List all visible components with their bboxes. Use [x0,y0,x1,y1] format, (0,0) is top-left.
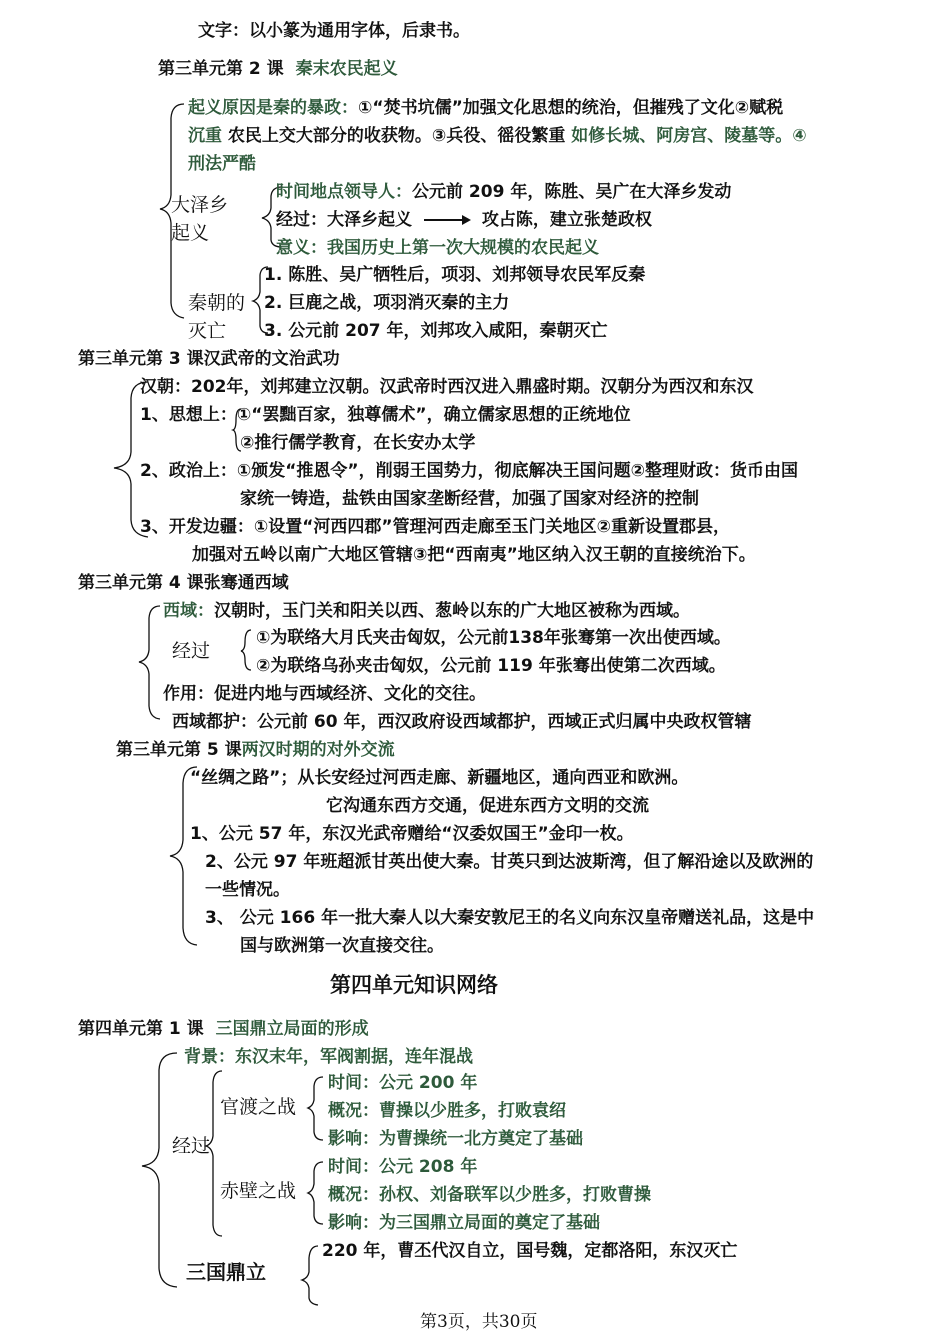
silk-road-1: “丝绸之路”；从长安经过河西走廊、新疆地区，通向西亚和欧洲。 [190,768,689,788]
bracket-u4-main [142,1053,177,1287]
bracket-chibi [308,1162,323,1224]
three-kingdoms-background: 背景：东汉末年，军阀割据，连年混战 [184,1047,473,1067]
xiyu-value: 汉朝时，玉门关和阳关以西、葱岭以东的广大地区被称为西域。 [214,601,690,621]
qin-fall-label-2: 灭亡 [188,320,227,342]
exchange-item-2a: 2、公元 97 年班超派甘英出使大秦。甘英只到达波斯湾，但了解沿途以及欧洲的 [205,852,814,872]
dazexiang-label-1: 大泽乡 [171,194,229,216]
page-number: 第3页，共30页 [420,1312,538,1332]
chibi-impact: 影响：为三国鼎立局面的奠定了基础 [328,1213,600,1233]
unit-4-lesson-title: 三国鼎立局面的形成 [215,1019,369,1039]
bracket-dingli [302,1246,318,1305]
xiyu-label: 西域： [163,601,214,621]
border-line-2: 加强对五岭以南广大地区管辖③把“西南夷”地区纳入汉王朝的直接统治下。 [192,545,756,565]
bracket-guandu [308,1077,323,1140]
trip-1: ①为联络大月氏夹击匈奴，公元前138年张骞第一次出使西域。 [256,628,731,648]
cause-tax: 沉重 [188,126,222,146]
unit-4-jingguo-label: 经过 [172,1135,211,1157]
xiyu-effect: 作用：促进内地与西域经济、文化的交往。 [163,684,486,704]
exchange-item-1: 1、公元 57 年，东汉光武帝赠给“汉委奴国王”金印一枚。 [190,824,634,844]
time-value: 公元前 209 年，陈胜、吴广在大泽乡发动 [412,182,732,202]
time-label: 时间地点领导人： [276,182,412,202]
qin-fall-item-2: 2. 巨鹿之战，项羽消灭秦的主力 [264,293,510,313]
chibi-label: 赤壁之战 [220,1180,297,1202]
lesson-5-number: 第三单元第 5 课 [116,740,242,760]
cause-labor-text: 如修长城、阿房宫、陵墓等。④ [571,126,807,146]
cause-tax-text: 农民上交大部分的收获物。③兵役、徭役繁重 [227,126,566,146]
bracket-u3-5 [170,767,197,945]
chibi-time: 时间：公元 208 年 [328,1157,478,1177]
dazexiang-time [276,181,731,203]
exchange-item-3b: 国与欧洲第一次直接交往。 [240,936,444,956]
guandu-summary: 概况：曹操以少胜多，打败袁绍 [328,1101,566,1121]
qin-fall-item-1: 1. 陈胜、吴广牺牲后，项羽、刘邦领导农民军反秦 [264,265,646,285]
script-line: 文字：以小篆为通用字体，后隶书。 [198,21,470,41]
lesson-heading [158,58,398,80]
course-value: 攻占陈，建立张楚政权 [481,210,652,230]
dazexiang-course [276,209,652,231]
guandu-impact: 影响：为曹操统一北方奠定了基础 [328,1129,583,1149]
lesson-4-heading: 第三单元第 4 课张骞通西域 [78,573,289,593]
cause-line-2 [188,125,807,147]
thought-item-2: ②推行儒学教育，在长安办太学 [240,433,476,453]
thought-label: 1、思想上： [140,405,237,425]
arrow-right-icon [422,214,472,226]
lesson-3-heading: 第三单元第 3 课汉武帝的文治武功 [78,349,340,369]
trip-2: ②为联络乌孙夹击匈奴，公元前 119 年张骞出使第二次西域。 [256,656,726,676]
exchange-item-3a: 3、 公元 166 年一批大秦人以大秦安敦尼王的名义向东汉皇帝赠送礼品，这是中 [205,908,815,928]
unit-4-title: 第四单元知识网络 [330,973,498,997]
dingli-label: 三国鼎立 [186,1260,266,1284]
cause-line-3: 刑法严酷 [188,154,256,174]
border-line-1: 3、开发边疆：①设置“河西四郡”管理河西走廊至玉门关地区②重新设置郡县， [140,517,730,537]
jingguo-label: 经过 [172,640,211,662]
course-label: 经过：大泽乡起义 [276,210,412,230]
silk-road-2: 它沟通东西方交通，促进东西方文明的交流 [326,796,649,816]
guandu-label: 官渡之战 [220,1096,297,1118]
han-overview: 汉朝：202年，刘邦建立汉朝。汉武帝时西汉进入鼎盛时期。汉朝分为西汉和东汉 [140,377,754,397]
xiyu-definition [163,600,690,622]
thought-item-1: ①“罢黜百家，独尊儒术”，确立儒家思想的正统地位 [236,405,631,425]
cause-line-1 [188,97,783,119]
thought-line-1 [140,404,631,426]
chibi-summary: 概况：孙权、刘备联军以少胜多，打败曹操 [328,1185,651,1205]
bracket-u3-4-trips [241,630,251,670]
cause-label: 起义原因是秦的暴政： [188,98,358,118]
guandu-time: 时间：公元 200 年 [328,1073,478,1093]
lesson-5-heading [116,739,395,761]
unit-4-lesson-number: 第四单元第 1 课 [78,1019,204,1039]
dazexiang-meaning: 意义：我国历史上第一次大规模的农民起义 [276,238,599,258]
lesson-number: 第三单元第 2 课 [158,59,284,79]
exchange-item-2b: 一些情况。 [205,880,290,900]
dazexiang-label-2: 起义 [171,222,210,244]
dingli-text: 220 年，曹丕代汉自立，国号魏，定都洛阳，东汉灭亡 [322,1241,738,1261]
lesson-title: 秦末农民起义 [295,59,398,79]
unit-4-lesson-heading [78,1018,369,1040]
bracket-u3-4 [139,606,160,719]
cause-text: ①“焚书坑儒”加强文化思想的统治，但摧残了文化②赋税 [358,98,784,118]
qin-fall-item-3: 3. 公元前 207 年，刘邦攻入咸阳，秦朝灭亡 [264,321,608,341]
xiyu-duhu: 西域都护：公元前 60 年，西汉政府设西域都护，西域正式归属中央政权管辖 [172,712,752,732]
lesson-5-title: 两汉时期的对外交流 [241,740,395,760]
qin-fall-label-1: 秦朝的 [188,292,246,314]
politics-line-1: 2、政治上：①颁发“推恩令”，削弱王国势力，彻底解决王国问题②整理财政：货币由国 [140,461,798,481]
politics-line-2: 家统一铸造，盐铁由国家垄断经营，加强了国家对经济的控制 [240,489,699,509]
